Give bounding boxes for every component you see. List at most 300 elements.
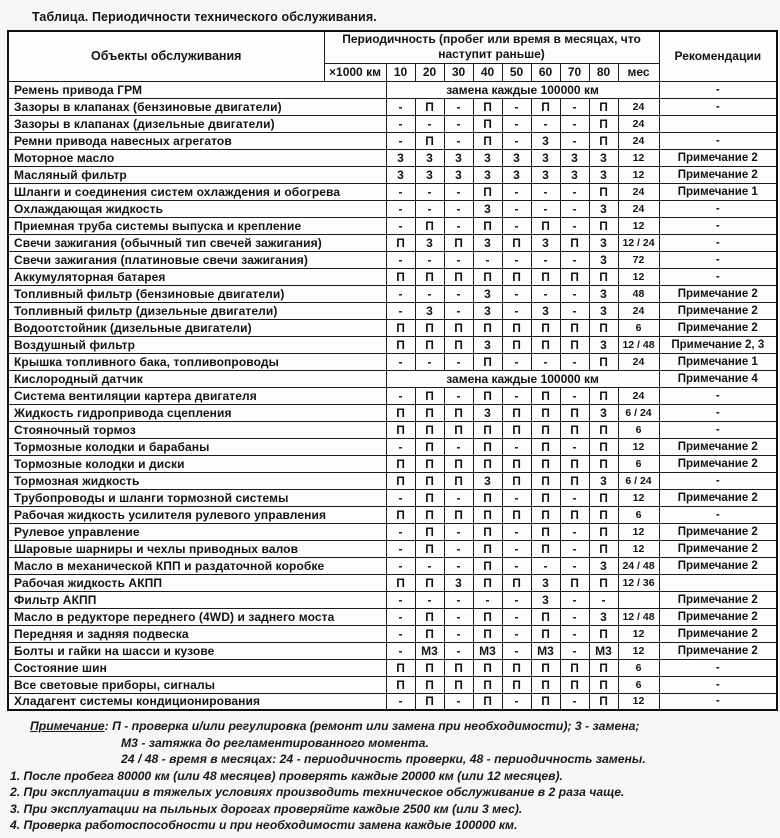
interval-cell: 3 (415, 166, 444, 183)
table-row (8, 659, 777, 676)
interval-cell: П (473, 183, 502, 200)
interval-cell: П (560, 319, 589, 336)
interval-cell: - (386, 523, 415, 540)
interval-cell: - (415, 115, 444, 132)
interval-cell: П (589, 353, 618, 370)
service-item-name: Свечи зажигания (платиновые свечи зажигания) (8, 251, 386, 268)
col-header-km-40: 40 (473, 63, 502, 81)
interval-cell: П (473, 421, 502, 438)
interval-cell: - (386, 591, 415, 608)
interval-cell: П (589, 455, 618, 472)
table-row (8, 81, 777, 98)
service-item-name: Трубопроводы и шланги тормозной системы (8, 489, 386, 506)
months-cell: 6 / 24 (618, 472, 659, 489)
months-cell: 12 (618, 438, 659, 455)
interval-cell: П (444, 676, 473, 693)
table-row (8, 625, 777, 642)
interval-cell: П (502, 472, 531, 489)
recommendation-cell: - (659, 268, 777, 285)
service-item-name: Ремень привода ГРМ (8, 81, 386, 98)
interval-cell: М3 (589, 642, 618, 659)
service-item-name: Моторное масло (8, 149, 386, 166)
recommendation-cell: - (659, 200, 777, 217)
interval-cell: - (531, 183, 560, 200)
recommendation-cell: Примечание 2 (659, 149, 777, 166)
col-header-km-70: 70 (560, 63, 589, 81)
interval-cell: П (415, 387, 444, 404)
recommendation-cell: - (659, 676, 777, 693)
service-item-name: Хладагент системы кондиционирования (8, 693, 386, 710)
months-cell: 12 (618, 149, 659, 166)
interval-cell: П (444, 404, 473, 421)
footnote-3: 3. При эксплуатации на пыльных дорогах проверяйте каждые 2500 км (или 3 мес). (10, 801, 523, 816)
interval-cell: 3 (589, 302, 618, 319)
recommendation-cell: Примечание 2 (659, 285, 777, 302)
interval-cell: 3 (531, 132, 560, 149)
interval-cell: П (473, 540, 502, 557)
interval-cell: П (560, 421, 589, 438)
interval-cell: 3 (560, 149, 589, 166)
interval-cell: П (502, 336, 531, 353)
service-item-name: Зазоры в клапанах (дизельные двигатели) (8, 115, 386, 132)
interval-cell: П (589, 659, 618, 676)
interval-cell: П (589, 625, 618, 642)
interval-cell: 3 (473, 166, 502, 183)
interval-span-cell: замена каждые 100000 км (386, 370, 659, 387)
interval-cell: - (444, 251, 473, 268)
interval-cell: П (589, 489, 618, 506)
interval-cell: П (386, 268, 415, 285)
interval-cell: П (473, 676, 502, 693)
col-header-objects: Объекты обслуживания (8, 31, 324, 81)
table-row (8, 98, 777, 115)
service-item-name: Шаровые шарниры и чехлы приводных валов (8, 540, 386, 557)
interval-cell: П (531, 676, 560, 693)
interval-cell: П (531, 523, 560, 540)
footnote-4: 4. Проверка работоспособности и при необходимости замена каждые 100000 км. (10, 818, 518, 832)
interval-cell: - (560, 438, 589, 455)
col-header-km-10: 10 (386, 63, 415, 81)
interval-cell: П (531, 693, 560, 710)
interval-cell: - (386, 438, 415, 455)
col-header-km-80: 80 (589, 63, 618, 81)
service-item-name: Кислородный датчик (8, 370, 386, 387)
table-row (8, 506, 777, 523)
table-row (8, 421, 777, 438)
months-cell: 6 (618, 455, 659, 472)
service-item-name: Приемная труба системы выпуска и крепление (8, 217, 386, 234)
service-item-name: Рулевое управление (8, 523, 386, 540)
interval-cell: - (502, 608, 531, 625)
recommendation-cell: - (659, 132, 777, 149)
months-cell: 6 (618, 319, 659, 336)
interval-cell: П (502, 421, 531, 438)
recommendation-cell: - (659, 404, 777, 421)
interval-cell: П (502, 659, 531, 676)
footnote-1: 1. После пробега 80000 км (или 48 месяцев) проверять каждые 20000 км (или 12 месяцев). (10, 768, 563, 783)
interval-cell: - (386, 132, 415, 149)
interval-cell: 3 (589, 251, 618, 268)
recommendation-cell: Примечание 2 (659, 642, 777, 659)
interval-cell: - (502, 591, 531, 608)
interval-cell: 3 (589, 149, 618, 166)
table-row (8, 251, 777, 268)
interval-cell: 3 (531, 149, 560, 166)
interval-cell: - (502, 625, 531, 642)
service-item-name: Болты и гайки на шасси и кузове (8, 642, 386, 659)
interval-cell: - (386, 557, 415, 574)
interval-cell: П (589, 438, 618, 455)
months-cell: 24 (618, 302, 659, 319)
interval-cell: - (560, 625, 589, 642)
interval-cell: - (444, 642, 473, 659)
interval-cell: 3 (589, 166, 618, 183)
interval-cell: 3 (415, 234, 444, 251)
interval-cell: - (531, 285, 560, 302)
interval-cell: 3 (502, 166, 531, 183)
interval-cell: - (502, 251, 531, 268)
table-row (8, 115, 777, 132)
interval-cell: 3 (415, 149, 444, 166)
months-cell: 12 / 48 (618, 336, 659, 353)
interval-cell: П (589, 217, 618, 234)
interval-cell: - (531, 115, 560, 132)
table-row (8, 149, 777, 166)
recommendation-cell: Примечание 2 (659, 455, 777, 472)
interval-cell: 3 (473, 285, 502, 302)
recommendation-cell: - (659, 421, 777, 438)
months-cell: 24 (618, 353, 659, 370)
interval-cell: П (531, 421, 560, 438)
interval-cell: - (444, 217, 473, 234)
interval-cell: П (473, 353, 502, 370)
interval-cell: 3 (531, 591, 560, 608)
table-row (8, 693, 777, 710)
recommendation-cell: Примечание 2 (659, 489, 777, 506)
months-cell: 24 (618, 115, 659, 132)
interval-cell: - (560, 183, 589, 200)
interval-cell: 3 (531, 574, 560, 591)
interval-cell: П (560, 659, 589, 676)
interval-cell: - (386, 251, 415, 268)
interval-cell: П (502, 574, 531, 591)
service-item-name: Тормозные колодки и диски (8, 455, 386, 472)
col-header-km-60: 60 (531, 63, 560, 81)
months-cell: 12 (618, 217, 659, 234)
interval-cell: П (444, 455, 473, 472)
interval-cell: П (589, 693, 618, 710)
service-item-name: Тормозная жидкость (8, 472, 386, 489)
interval-cell: П (444, 336, 473, 353)
recommendation-cell: Примечание 2, 3 (659, 336, 777, 353)
interval-cell: П (444, 319, 473, 336)
interval-cell: - (560, 642, 589, 659)
interval-cell: - (444, 98, 473, 115)
service-item-name: Свечи зажигания (обычный тип свечей зажигания) (8, 234, 386, 251)
table-body (8, 81, 777, 710)
interval-cell: - (560, 251, 589, 268)
interval-cell: - (560, 98, 589, 115)
interval-cell: П (589, 540, 618, 557)
interval-cell: М3 (531, 642, 560, 659)
interval-span-cell: замена каждые 100000 км (386, 81, 659, 98)
interval-cell: - (502, 540, 531, 557)
interval-cell: - (502, 387, 531, 404)
interval-cell: - (444, 302, 473, 319)
interval-cell: П (386, 659, 415, 676)
interval-cell: - (444, 608, 473, 625)
service-item-name: Рабочая жидкость АКПП (8, 574, 386, 591)
table-row (8, 166, 777, 183)
interval-cell: М3 (473, 642, 502, 659)
months-cell: 6 (618, 676, 659, 693)
interval-cell: 3 (589, 404, 618, 421)
table-row (8, 438, 777, 455)
table-row (8, 574, 777, 591)
months-cell: 24 (618, 132, 659, 149)
interval-cell: П (589, 506, 618, 523)
table-row (8, 234, 777, 251)
interval-cell: П (415, 98, 444, 115)
months-cell (618, 591, 659, 608)
recommendation-cell: Примечание 2 (659, 540, 777, 557)
col-header-km-50: 50 (502, 63, 531, 81)
months-cell: 24 (618, 183, 659, 200)
interval-cell: П (531, 268, 560, 285)
service-item-name: Состояние шин (8, 659, 386, 676)
interval-cell: П (473, 132, 502, 149)
interval-cell: П (415, 540, 444, 557)
interval-cell: 3 (531, 166, 560, 183)
interval-cell: П (444, 472, 473, 489)
table-row (8, 183, 777, 200)
recommendation-cell: - (659, 693, 777, 710)
interval-cell: П (386, 234, 415, 251)
interval-cell: П (415, 676, 444, 693)
interval-cell: - (531, 353, 560, 370)
interval-cell: П (473, 268, 502, 285)
months-cell: 24 / 48 (618, 557, 659, 574)
interval-cell: 3 (473, 404, 502, 421)
table-row (8, 336, 777, 353)
interval-cell: П (473, 693, 502, 710)
interval-cell: П (415, 506, 444, 523)
interval-cell: 3 (473, 234, 502, 251)
interval-cell: - (444, 353, 473, 370)
interval-cell: П (415, 268, 444, 285)
interval-cell: - (444, 387, 473, 404)
recommendation-cell (659, 115, 777, 132)
months-cell: 6 (618, 659, 659, 676)
table-row (8, 608, 777, 625)
interval-cell: П (415, 404, 444, 421)
service-item-name: Водоотстойник (дизельные двигатели) (8, 319, 386, 336)
service-item-name: Охлаждающая жидкость (8, 200, 386, 217)
interval-cell: - (386, 387, 415, 404)
recommendation-cell: Примечание 2 (659, 591, 777, 608)
interval-cell: П (386, 336, 415, 353)
months-cell: 12 (618, 693, 659, 710)
interval-cell: - (560, 540, 589, 557)
interval-cell: П (444, 268, 473, 285)
interval-cell: - (531, 251, 560, 268)
col-header-km-label: ×1000 км (324, 63, 386, 81)
interval-cell: 3 (444, 574, 473, 591)
interval-cell: 3 (386, 149, 415, 166)
interval-cell: - (502, 523, 531, 540)
interval-cell: - (444, 115, 473, 132)
interval-cell: П (531, 472, 560, 489)
recommendation-cell: Примечание 2 (659, 523, 777, 540)
table-row (8, 540, 777, 557)
interval-cell: П (589, 421, 618, 438)
interval-cell: П (589, 132, 618, 149)
interval-cell: П (560, 234, 589, 251)
interval-cell: - (386, 115, 415, 132)
interval-cell: П (473, 523, 502, 540)
service-item-name: Жидкость гидропривода сцепления (8, 404, 386, 421)
interval-cell: 3 (444, 149, 473, 166)
interval-cell: - (386, 625, 415, 642)
interval-cell: П (589, 523, 618, 540)
interval-cell: П (531, 438, 560, 455)
interval-cell: - (473, 591, 502, 608)
interval-cell: - (502, 200, 531, 217)
table-row (8, 200, 777, 217)
interval-cell: - (444, 183, 473, 200)
service-item-name: Система вентиляции картера двигателя (8, 387, 386, 404)
interval-cell: - (502, 302, 531, 319)
col-header-km-30: 30 (444, 63, 473, 81)
interval-cell: П (531, 540, 560, 557)
table-row (8, 268, 777, 285)
interval-cell: П (589, 387, 618, 404)
interval-cell: - (415, 591, 444, 608)
interval-cell: П (502, 455, 531, 472)
recommendation-cell: - (659, 659, 777, 676)
interval-cell: - (560, 115, 589, 132)
interval-cell: П (386, 455, 415, 472)
interval-cell: - (560, 285, 589, 302)
interval-cell: П (444, 659, 473, 676)
legend-line: М3 - затяжка до регламентированного момента. (121, 735, 429, 750)
service-item-name: Крышка топливного бака, топливопроводы (8, 353, 386, 370)
interval-cell: П (589, 115, 618, 132)
service-item-name: Стояночный тормоз (8, 421, 386, 438)
months-cell: 72 (618, 251, 659, 268)
interval-cell: П (386, 421, 415, 438)
interval-cell: П (473, 387, 502, 404)
months-cell: 24 (618, 98, 659, 115)
recommendation-cell: - (659, 472, 777, 489)
service-item-name: Передняя и задняя подвеска (8, 625, 386, 642)
interval-cell: 3 (589, 336, 618, 353)
interval-cell: 3 (473, 302, 502, 319)
interval-cell: 3 (589, 234, 618, 251)
interval-cell: - (444, 489, 473, 506)
interval-cell: 3 (589, 200, 618, 217)
table-row (8, 455, 777, 472)
interval-cell: П (589, 676, 618, 693)
interval-cell: П (444, 234, 473, 251)
interval-cell: П (415, 455, 444, 472)
interval-cell: - (502, 438, 531, 455)
service-item-name: Все световые приборы, сигналы (8, 676, 386, 693)
interval-cell: П (444, 421, 473, 438)
interval-cell: - (415, 251, 444, 268)
interval-cell: П (473, 98, 502, 115)
interval-cell: П (415, 132, 444, 149)
interval-cell: П (473, 217, 502, 234)
interval-cell: П (386, 676, 415, 693)
interval-cell: П (415, 574, 444, 591)
interval-cell: П (473, 506, 502, 523)
interval-cell: - (560, 693, 589, 710)
interval-cell: П (415, 336, 444, 353)
interval-cell: - (560, 489, 589, 506)
interval-cell: П (560, 336, 589, 353)
interval-cell: М3 (415, 642, 444, 659)
interval-cell: - (415, 353, 444, 370)
months-cell: 12 (618, 489, 659, 506)
interval-cell: 3 (531, 234, 560, 251)
interval-cell: П (502, 268, 531, 285)
interval-cell: П (473, 319, 502, 336)
recommendation-cell: Примечание 2 (659, 608, 777, 625)
interval-cell: - (502, 183, 531, 200)
interval-cell: - (444, 285, 473, 302)
interval-cell: П (473, 659, 502, 676)
table-row (8, 132, 777, 149)
interval-cell: - (386, 98, 415, 115)
interval-cell: - (502, 132, 531, 149)
months-cell: 24 (618, 200, 659, 217)
interval-cell: П (473, 574, 502, 591)
interval-cell: 3 (589, 608, 618, 625)
interval-cell: 3 (589, 557, 618, 574)
interval-cell: - (560, 387, 589, 404)
recommendation-cell: Примечание 1 (659, 353, 777, 370)
table-row (8, 642, 777, 659)
interval-cell: П (415, 438, 444, 455)
interval-cell: - (560, 132, 589, 149)
interval-cell: - (386, 217, 415, 234)
interval-cell: П (560, 455, 589, 472)
col-header-months: мес (618, 63, 659, 81)
interval-cell: П (531, 319, 560, 336)
service-item-name: Масляный фильтр (8, 166, 386, 183)
interval-cell: - (415, 285, 444, 302)
interval-cell: П (502, 234, 531, 251)
interval-cell: 3 (415, 302, 444, 319)
recommendation-cell: Примечание 2 (659, 319, 777, 336)
months-cell: 6 / 24 (618, 404, 659, 421)
recommendation-cell (659, 574, 777, 591)
service-item-name: Масло в редукторе переднего (4WD) и заднего моста (8, 608, 386, 625)
interval-cell: - (444, 693, 473, 710)
interval-cell: П (386, 319, 415, 336)
interval-cell: - (560, 217, 589, 234)
table-row (8, 676, 777, 693)
interval-cell: П (531, 489, 560, 506)
interval-cell: П (560, 268, 589, 285)
legend-line (8, 718, 775, 735)
col-header-km-20: 20 (415, 63, 444, 81)
recommendation-cell: Примечание 2 (659, 438, 777, 455)
interval-cell: - (386, 608, 415, 625)
footnotes (8, 718, 775, 834)
interval-cell: - (502, 98, 531, 115)
